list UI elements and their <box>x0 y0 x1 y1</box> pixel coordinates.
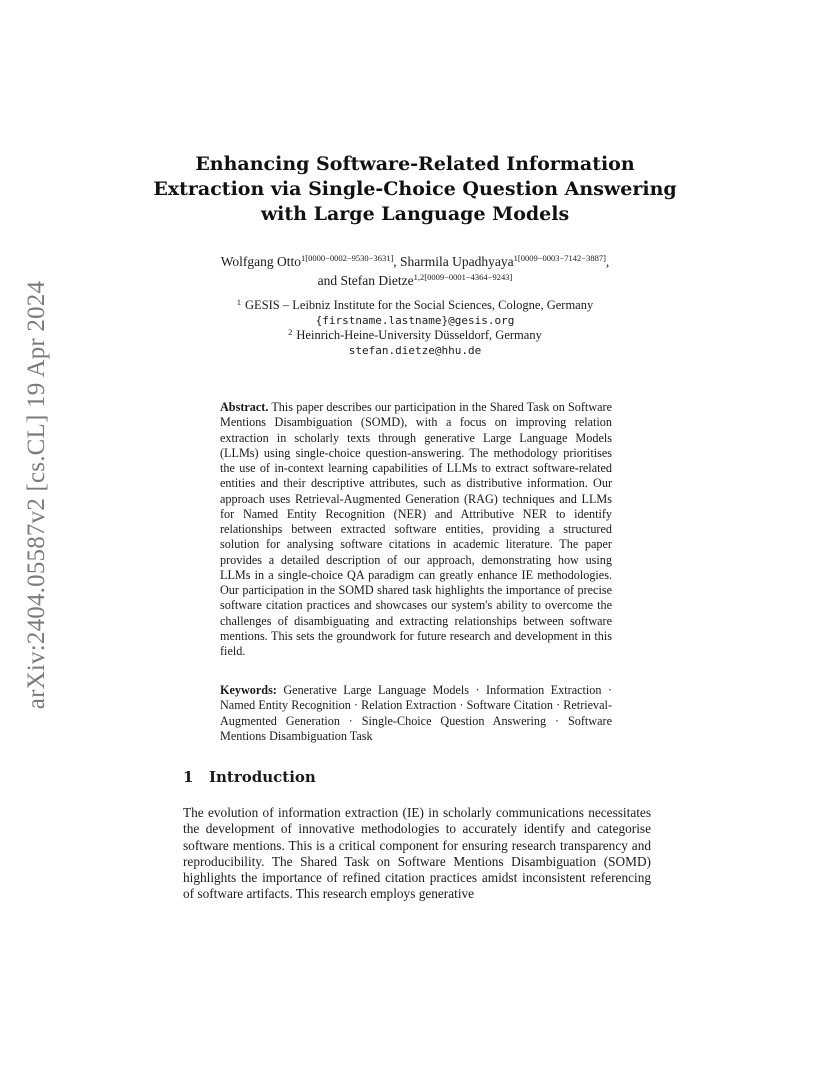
arxiv-stamp-text: arXiv:2404.05587v2 [cs.CL] 19 Apr 2024 <box>23 280 51 710</box>
introduction-paragraph: The evolution of information extraction (IE) in scholarly communications necessitates the development of innovative methodologies to accurately identify and categorise software mentions. This is a critical component for ensuring research transparency and reproducibility. The Shared Task on Software Mentions Disambiguation (SOMD) highlights the importance of refined citation practices amidst inconsistent referencing of software artifacts. This research employs generative <box>183 805 651 902</box>
affiliation-number: 1 <box>236 297 242 307</box>
affiliation-1 <box>160 298 670 313</box>
author-line-1: Wolfgang Otto$^{1[0000-0002-9530-3631]}$, Sharmila Upadhyaya$^{1[0009-0003-7142-3887]}$, <box>220 253 610 269</box>
author-line-2 <box>160 271 670 290</box>
section-number: 1 <box>183 768 194 786</box>
keywords-label: Keywords: <box>220 683 277 697</box>
author-name: Wolfgang Otto <box>220 254 301 269</box>
author-orcid: 1,2[0009−0001−4364−9243] <box>413 272 513 282</box>
arxiv-identifier-stamp <box>22 260 52 730</box>
author-orcid: 1[0000−0002−9530−3631] <box>300 253 394 263</box>
author-orcid: 1[0009−0003−7142−3887] <box>513 253 606 263</box>
author-list <box>160 252 670 290</box>
section-heading <box>183 768 316 786</box>
affiliation-name: Heinrich-Heine-University Düsseldorf, Germany <box>296 328 542 342</box>
paper-title: Enhancing Software-Related Information Extraction via Single-Choice Question Answering with Large Language Models <box>153 153 677 225</box>
affiliations <box>160 298 670 358</box>
affiliation-2 <box>160 328 670 343</box>
abstract-text: This paper describes our participation in the Shared Task on Software Mentions Disambiguation (SOMD), with a focus on improving relation extraction in scholarly texts through generative Large Language Models (LLMs) using single-choice question-answering. The methodology prioritises the use of in-context learning capabilities of LLMs to extract software-related entities and their descriptive attributes, such as distributive information. Our approach uses Retrieval-Augmented Generation (RAG) techniques and LLMs for Named Entity Recognition (NER) and Attributive NER to identify relationships between extracted software entities, providing a structured solution for analysing software citations in academic literature. The paper provides a detailed description of our approach, demonstrating how using LLMs in a single-choice QA paradigm can greatly enhance IE methodologies. Our participation in the SOMD shared task highlights the importance of precise software citation practices and showcases our system's ability to overcome the challenges of disambiguating and extracting relationships between software mentions. This sets the groundwork for future research and development in this field. <box>220 400 612 658</box>
affiliation-name: GESIS – Leibniz Institute for the Social Sciences, Cologne, Germany <box>245 298 594 312</box>
section-title: Introduction <box>209 768 316 786</box>
keywords-text: Generative Large Language Models · Information Extraction · Named Entity Recognition · Relation Extraction · Software Citation · Retrieval-Augmented Generation · Single-Choice Question Answering · Software Mentions Disambiguation Task <box>220 683 613 743</box>
affiliation-email: {firstname.lastname}@gesis.org <box>315 314 515 327</box>
author-name: Sharmila Upadhyaya <box>400 254 514 269</box>
author-name: and Stefan Dietze <box>317 273 414 288</box>
abstract <box>220 400 612 659</box>
keywords <box>220 683 612 744</box>
abstract-label: Abstract. <box>220 400 269 414</box>
affiliation-email: stefan.dietze@hhu.de <box>348 344 482 357</box>
affiliation-number: 2 <box>288 327 293 337</box>
